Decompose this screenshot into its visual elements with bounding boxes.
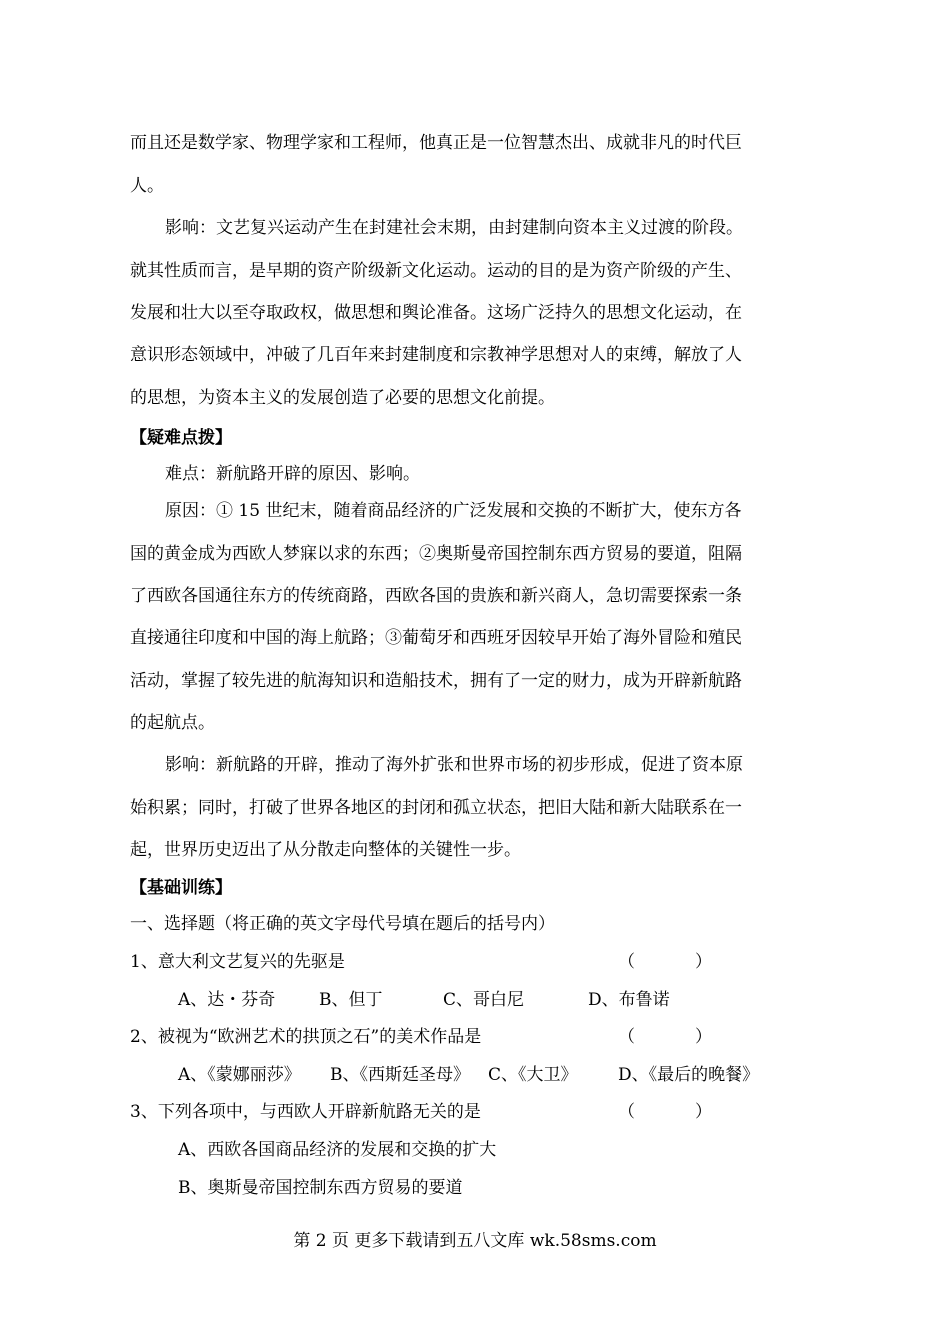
cause-line: 原因：① 15 世纪末，随着商品经济的广泛发展和交换的不断扩大，使东方各 xyxy=(165,501,742,521)
section-heading-difficult: 【疑难点拨】 xyxy=(130,428,232,448)
page-footer: 第 2 页 更多下载请到五八文库 wk.58sms.com xyxy=(293,1231,657,1251)
question-3-option-b: B、奥斯曼帝国控制东西方贸易的要道 xyxy=(178,1178,463,1198)
cause-line: 国的黄金成为西欧人梦寐以求的东西；②奥斯曼帝国控制东西方贸易的要道，阻隔 xyxy=(130,544,742,564)
passage-line: 发展和壮大以至夺取政权，做思想和舆论准备。这场广泛持久的思想文化运动，在 xyxy=(130,303,742,323)
passage-line: 就其性质而言，是早期的资产阶级新文化运动。运动的目的是为资产阶级的产生、 xyxy=(130,261,742,281)
passage-line: 意识形态领域中，冲破了几百年来封建制度和宗教神学思想对人的束缚，解放了人 xyxy=(130,345,742,365)
passage-line: 而且还是数学家、物理学家和工程师，他真正是一位智慧杰出、成就非凡的时代巨 xyxy=(130,133,742,153)
cause-line: 直接通往印度和中国的海上航路；③葡萄牙和西班牙因较早开始了海外冒险和殖民 xyxy=(130,628,742,648)
option-a: A、达・芬奇 xyxy=(178,990,276,1010)
cause-line: 活动，掌握了较先进的航海知识和造船技术，拥有了一定的财力，成为开辟新航路 xyxy=(130,671,742,691)
impact-line: 始积累；同时，打破了世界各地区的封闭和孤立状态，把旧大陆和新大陆联系在一 xyxy=(130,798,742,818)
section-heading-training: 【基础训练】 xyxy=(130,878,232,898)
cause-line: 的起航点。 xyxy=(130,713,215,733)
passage-line: 人。 xyxy=(130,176,164,196)
answer-paren-close: ） xyxy=(695,1027,712,1047)
answer-paren-close: ） xyxy=(695,1102,712,1122)
question-text: 2、被视为“欧洲艺术的拱顶之石”的美术作品是 xyxy=(130,1027,482,1047)
question-text: 1、意大利文艺复兴的先驱是 xyxy=(130,952,345,972)
passage-line: 的思想，为资本主义的发展创造了必要的思想文化前提。 xyxy=(130,388,555,408)
difficulty-line: 难点：新航路开辟的原因、影响。 xyxy=(165,464,420,484)
answer-paren-open: （ xyxy=(618,952,635,972)
answer-paren-open: （ xyxy=(618,1027,635,1047)
cause-line: 了西欧各国通往东方的传统商路，西欧各国的贵族和新兴商人，急切需要探索一条 xyxy=(130,586,742,606)
question-text: 3、下列各项中，与西欧人开辟新航路无关的是 xyxy=(130,1102,481,1122)
impact-line: 起，世界历史迈出了从分散走向整体的关键性一步。 xyxy=(130,840,521,860)
answer-paren-open: （ xyxy=(618,1102,635,1122)
instruction-line: 一、选择题（将正确的英文字母代号填在题后的括号内） xyxy=(130,914,555,934)
answer-paren-close: ） xyxy=(695,952,712,972)
option-b: B、但丁 xyxy=(319,990,383,1010)
option-c: C、《大卫》 xyxy=(488,1065,578,1085)
impact-line: 影响：新航路的开辟，推动了海外扩张和世界市场的初步形成，促进了资本原 xyxy=(165,755,743,775)
option-c: C、哥白尼 xyxy=(443,990,525,1010)
option-d: D、《最后的晚餐》 xyxy=(618,1065,760,1085)
option-a: A、《蒙娜丽莎》 xyxy=(178,1065,301,1085)
question-3-option-a: A、西欧各国商品经济的发展和交换的扩大 xyxy=(178,1140,497,1160)
option-b: B、《西斯廷圣母》 xyxy=(330,1065,470,1085)
passage-line: 影响：文艺复兴运动产生在封建社会末期，由封建制向资本主义过渡的阶段。 xyxy=(165,218,743,238)
option-d: D、布鲁诺 xyxy=(588,990,670,1010)
